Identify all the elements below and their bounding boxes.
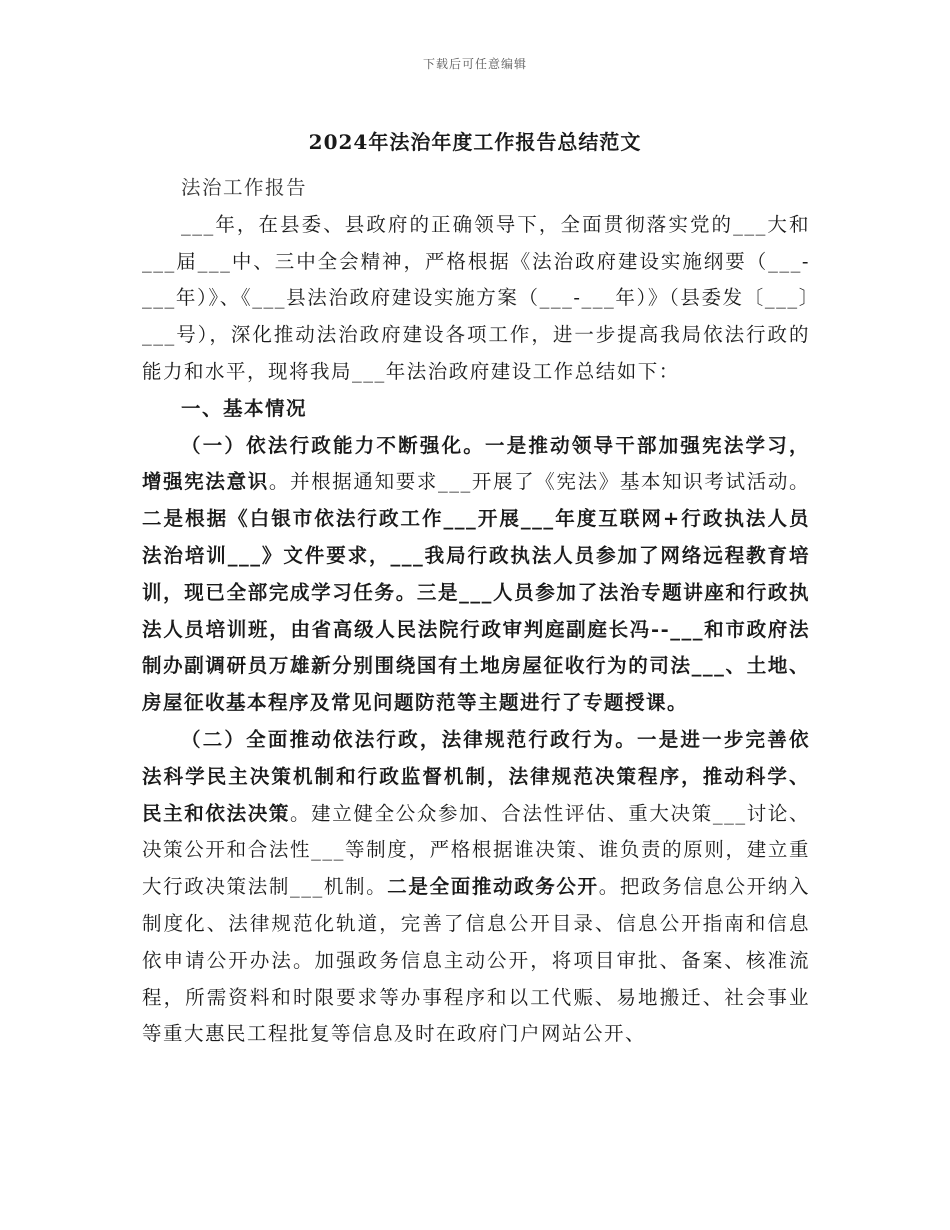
section-heading-basic-situation: 一、基本情况 [181,396,308,420]
document-title: 2024年法治年度工作报告总结范文 [308,130,642,154]
document-body [142,170,810,1053]
header-note: 下载后可任意编辑 [422,57,527,71]
paragraph-1-bold-b: 二是根据《白银市依法行政工作___开展___年度互联网+行政执法人员法治培训___》文件要求，___我局行政执法人员参加了网络远程教育培训，现已全部完成学习任务。三是___人员参加了法治专题讲座和行政执法人员培训班，由省高级人民法院行政审判庭副庭长冯--___和市政府法制办副调研员万雄新分别围绕国有土地房屋征收行为的司法___、土地、房屋征收基本程序及常见问题防范等主题进行了专题授课。 [142,507,810,715]
paragraph-2-bold-b: 二是全面推动政务公开 [387,875,599,899]
paragraph-1 [142,428,810,722]
paragraph-2-normal-b: 。把政务信息公开纳入制度化、法律规范化轨道，完善了信息公开目录、信息公开指南和信息依申请公开办法。加强政务信息主动公开，将项目审批、备案、核准流程，所需资料和时限要求等办事程序和以工代赈、易地搬迁、社会事业等重大惠民工程批复等信息及时在政府门户网站公开、 [142,875,810,1046]
paragraph-1-normal-a: 。并根据通知要求___开展了《宪法》基本知识考试活动。 [268,470,810,494]
subheading: 法治工作报告 [181,176,308,199]
paragraph-2 [142,722,810,1053]
intro-paragraph: ___年，在县委、县政府的正确领导下，全面贯彻落实党的___大和___届___中、三中全会精神，严格根据《法治政府建设实施纲要（___-___年）》、《___县法治政府建设实施方案（___-___年）》（县委发〔___〕___号），深化推动法治政府建设各项工作，进一步提高我局依法行政的能力和水平，现将我局___年法治政府建设工作总结如下： [142,212,810,383]
paragraph-2-normal-a: 。建立健全公众参加、合法性评估、重大决策___讨论、决策公开和合法性___等制度，严格根据谁决策、谁负责的原则，建立重大行政决策法制___机制。 [142,801,810,899]
paragraph-2-bold-a: （二）全面推动依法行政，法律规范行政行为。一是进一步完善依法科学民主决策机制和行政监督机制，法律规范决策程序，推动科学、民主和依法决策 [142,727,810,825]
paragraph-1-bold-a: （一）依法行政能力不断强化。一是推动领导干部加强宪法学习，增强宪法意识 [142,433,810,494]
